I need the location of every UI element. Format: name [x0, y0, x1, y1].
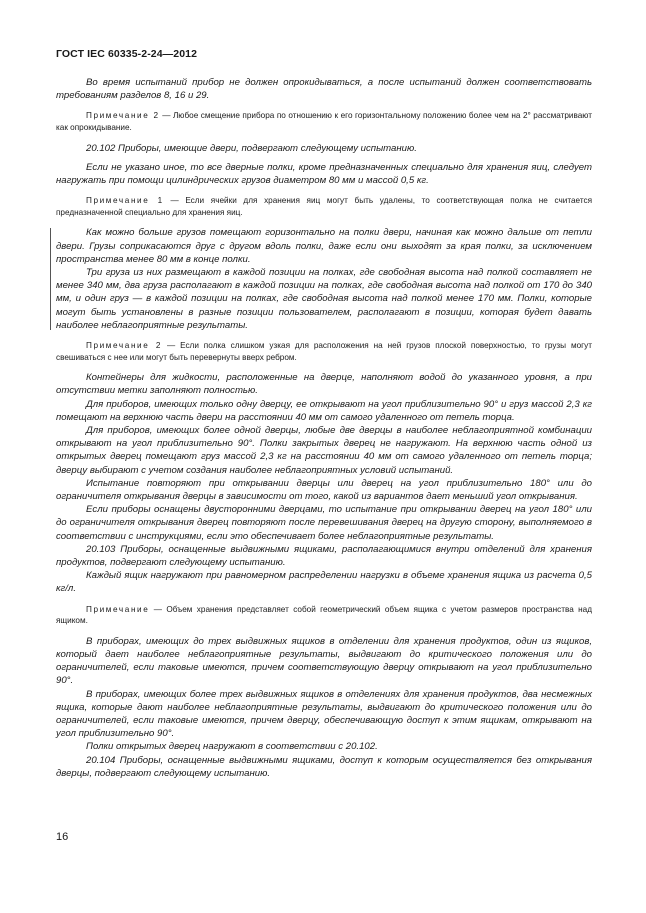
- clause-heading: [56, 142, 592, 155]
- clause-text: 20.102 Приборы, имеющие двери, подвергают следующему испытанию.: [86, 142, 417, 154]
- note-text: — Объем хранения представляет собой геометрический объем ящика с учетом размеров пространства над ящиком.: [56, 604, 592, 626]
- paragraph: Если не указано иное, то все дверные полки, кроме предназначенных специально для хранения яиц, следует нагружать при помощи цилиндрических грузов диаметром 80 мм и массой 0,5 кг.: [56, 161, 592, 186]
- paragraph: Три груза из них размещают в каждой позиции на полках, где свободная высота над полкой составляет не менее 340 мм, два груза располагают в каждой позиции на полках, где свободная высота над полкой от 170 до 340 мм, и один груз — в каждой позиции на полках, где свободная высота над полкой менее 170 мм. Полки, которые могут быть установлены в разные позиции пользователем, располагают в позиции, которая будет давать наиболее неблагоприятные результаты.: [56, 267, 592, 331]
- paragraph: Во время испытаний прибор не должен опрокидываться, а после испытаний должен соответствовать требованиям разделов 8, 16 и 29.: [56, 77, 592, 102]
- note-label: Примечание: [86, 604, 150, 614]
- page-body: [56, 76, 592, 780]
- note-text: — Любое смещение прибора по отношению к его горизонтальному положению более чем на 2° рассматривают как опрокидывание.: [56, 111, 592, 132]
- note: [56, 340, 592, 363]
- document-header: ГОСТ IEC 60335-2-24—2012: [56, 48, 198, 60]
- paragraph: Испытание повторяют при открывании дверцы или дверец на угол приблизительно 180° или до ограничителя открывания дверцы в зависимости от того, какой из вариантов дает меньший угол открывания.: [56, 477, 592, 503]
- note: [56, 604, 592, 627]
- paragraph: Если приборы оснащены двусторонними дверцами, то испытание при открывании дверец на угол 180° или до ограничителя открывания дверец повторяют после перевешивания дверец на другую сторону, выполняемого в соответствии с инструкциями, если это обеспечивает более неблагоприятные результаты.: [56, 504, 592, 542]
- note-text: — Если полка слишком узкая для расположения на ней грузов плоской поверхностью, то грузы могут свешиваться с нее или могут быть перевернуты вверх ребром.: [56, 341, 592, 362]
- note-label: Примечание 2: [86, 341, 163, 351]
- note: [56, 195, 592, 218]
- note: [56, 110, 592, 133]
- paragraph: Каждый ящик нагружают при равномерном распределении нагрузки в объеме хранения ящика из расчета 0,5 кг/л.: [56, 570, 592, 595]
- note-text: — Если ячейки для хранения яиц могут быть удалены, то соответствующая полка не считается предназначенной специально для хранения яиц.: [56, 196, 592, 217]
- paragraph: В приборах, имеющих до трех выдвижных ящиков в отделении для хранения продуктов, один из ящиков, который дает наиболее неблагоприятные результаты, выдвигают до критического положения или до ограничителей, если таковые имеются, причем соответствующую дверцу открывают на угол приблизительно 90°.: [56, 635, 592, 687]
- paragraph: В приборах, имеющих более трех выдвижных ящиков в отделениях для хранения продуктов, два несмежных ящика, которые дают наиболее неблагоприятные результаты, выдвигают до критического положения или до ограничителей, если таковые имеются, причем дверцу, обеспечивающую доступ к этим ящикам, открывают на угол приблизительно 90°.: [56, 688, 592, 740]
- paragraph: Полки открытых дверец нагружают в соответствии с 20.102.: [86, 741, 378, 753]
- paragraph: Для приборов, имеющих более одной дверцы, любые две дверцы в наиболее неблагоприятной комбинации открывают на угол приблизительно 90°. Полки закрытых дверец не нагружают. На верхнюю часть одной из открытых дверец помещают груз массой 2,3 кг на расстоянии 40 мм от самого удаленного от петель торца; дверцу выбирают с учетом создания наиболее неблагоприятных условий испытаний.: [56, 425, 592, 476]
- paragraph: Контейнеры для жидкости, расположенные на дверце, наполняют водой до указанного уровня, а при отсутствии метки заполняют полностью.: [56, 372, 592, 397]
- note-label: Примечание 1: [86, 196, 164, 206]
- page-number: 16: [56, 831, 69, 843]
- paragraph: Как можно больше грузов помещают горизонтально на полки двери, начиная как можно дальше от петли двери. Грузы соприкасаются друг с другом вдоль полки, даже если они выходят за края полки, за исключением пространства менее 80 мм в конце полки.: [56, 227, 592, 265]
- revision-marked-block: [56, 226, 592, 332]
- clause-heading: 20.103 Приборы, оснащенные выдвижными ящиками, располагающимися внутри отделений для хранения продуктов, подвергают следующему испытанию.: [56, 543, 592, 569]
- note-label: Примечание 2: [86, 111, 160, 121]
- clause-heading: 20.104 Приборы, оснащенные выдвижными ящиками, доступ к которым осуществляется без открывания дверцы, подвергают следующему испытанию.: [56, 754, 592, 779]
- paragraph: Для приборов, имеющих только одну дверцу, ее открывают на угол приблизительно 90° и груз массой 2,3 кг помещают на верхнюю часть двери на расстоянии 40 мм от самого удаленного от петель торца.: [56, 398, 592, 423]
